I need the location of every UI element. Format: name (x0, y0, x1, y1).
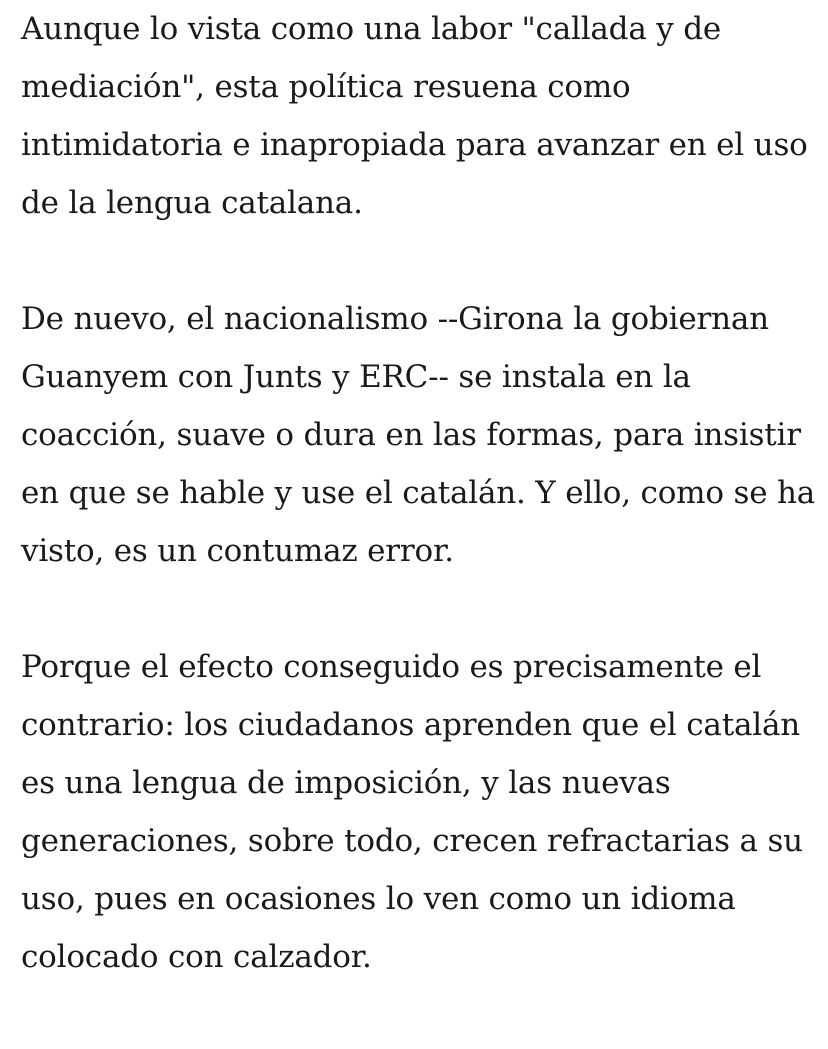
article-paragraph: Aunque lo vista como una labor "callada y de mediación", esta política resuena como intimidatoria e inapropiada para avanzar en el uso de la lengua catalana. (21, 11, 808, 221)
article-paragraph: De nuevo, el nacionalismo --Girona la gobiernan Guanyem con Junts y ERC-- se instala en la coacción, suave o dura en las formas, para insistir en que se hable y use el catalán. Y ello, como se ha visto, es un contumaz error. (21, 301, 816, 569)
article-body (21, 0, 821, 986)
article-paragraph: Porque el efecto conseguido es precisamente el contrario: los ciudadanos aprenden que el catalán es una lengua de imposición, y las nuevas generaciones, sobre todo, crecen refractarias a su uso, pues en ocasiones lo ven como un idioma colocado con calzador. (21, 649, 803, 975)
